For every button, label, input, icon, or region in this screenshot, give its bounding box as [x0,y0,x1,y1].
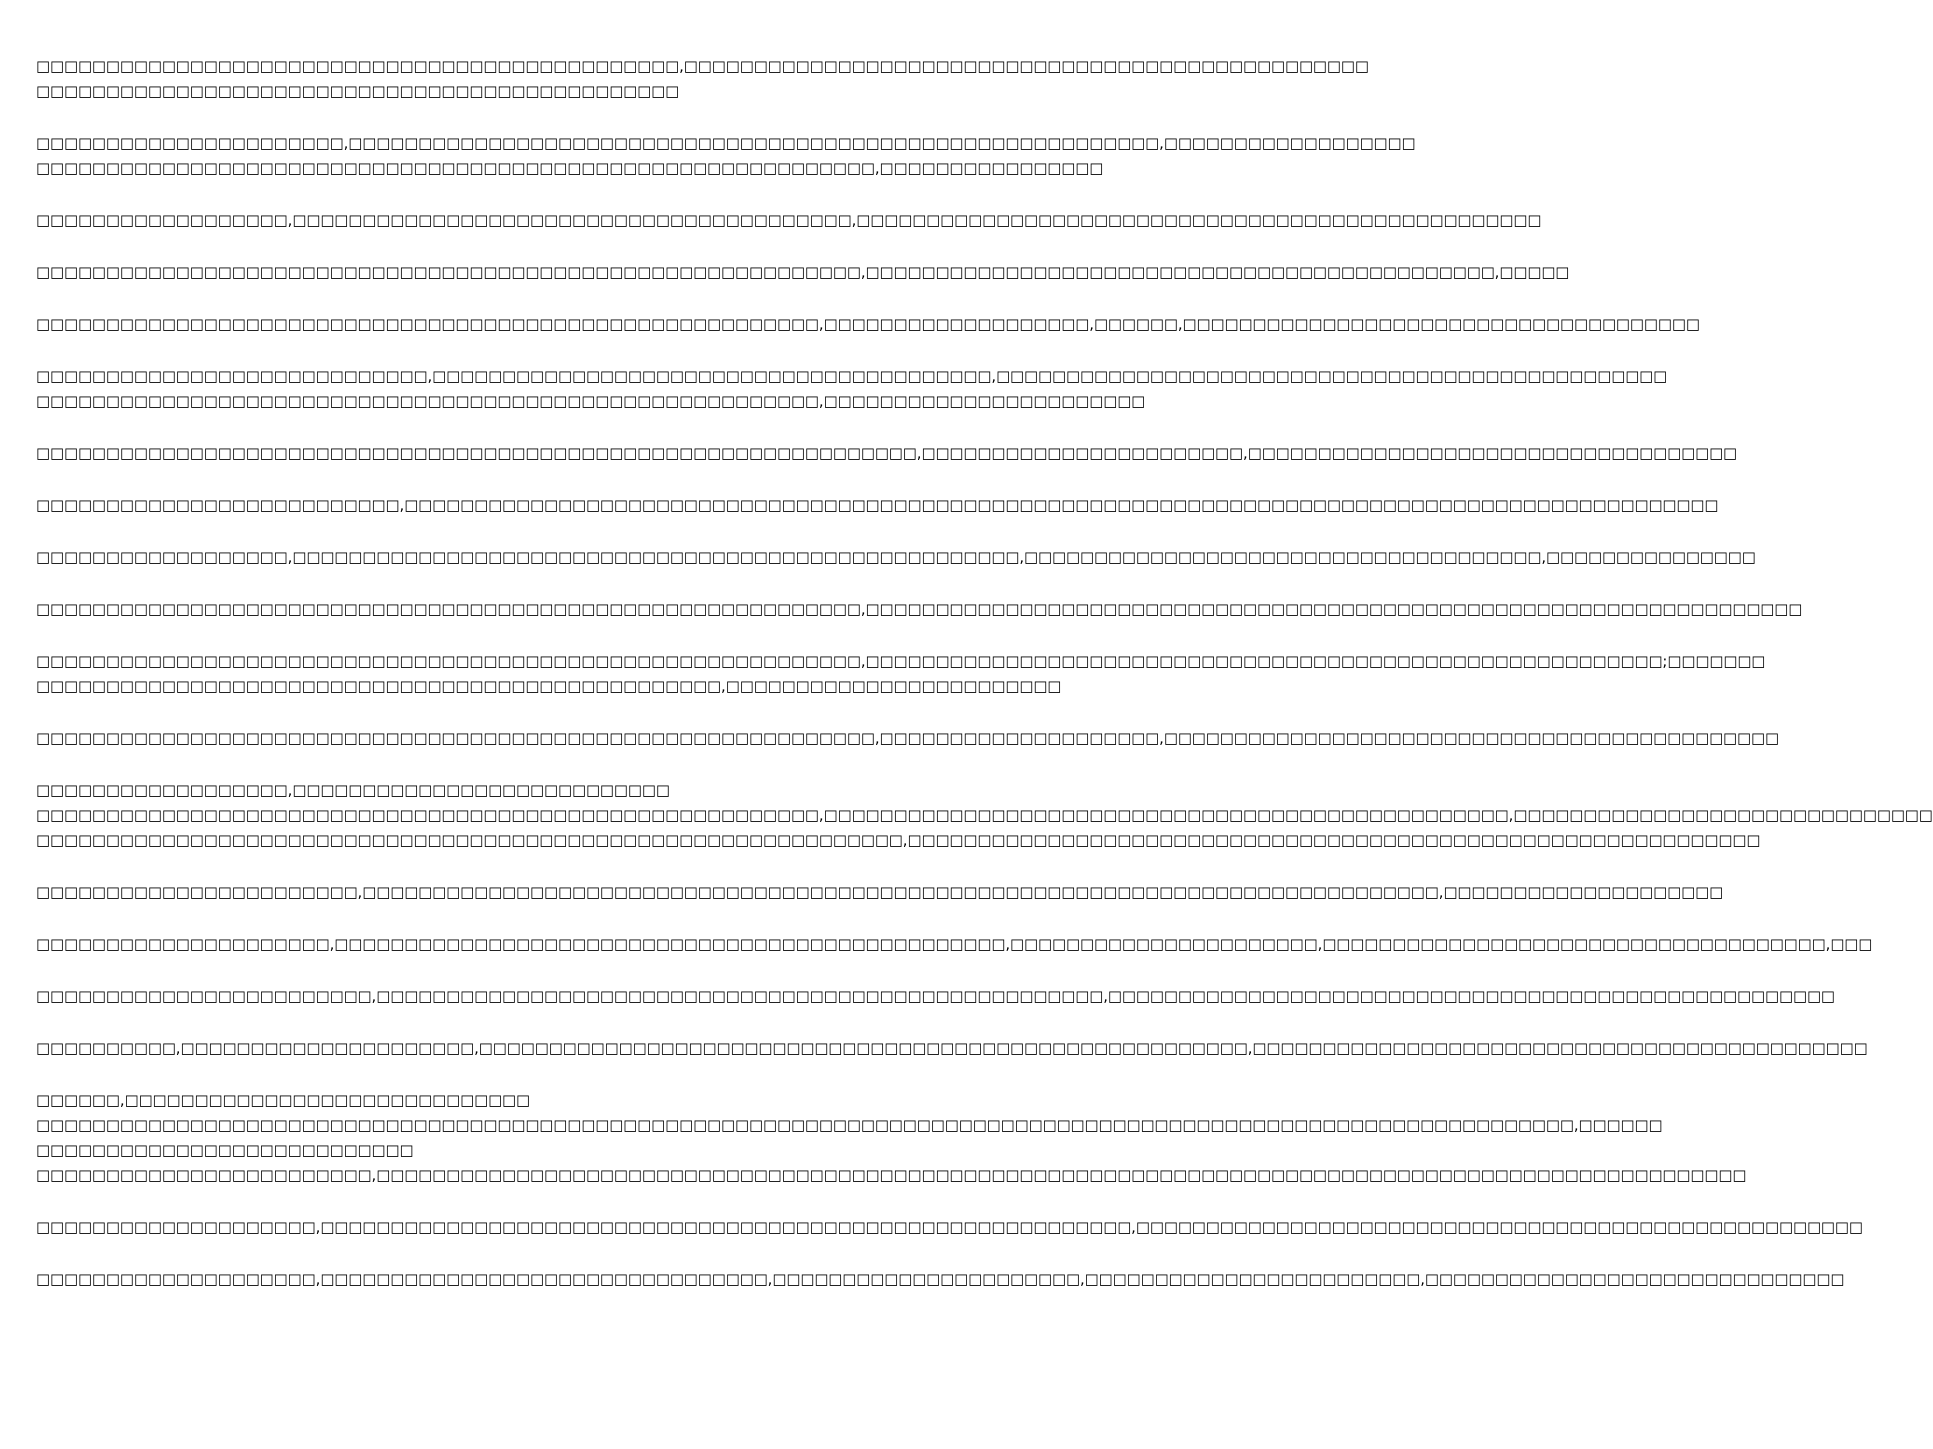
paragraph [36,208,1542,233]
paragraph [36,778,1933,828]
text-line: □□□□□□□□□□□□□□□□□□□□□□□□,□□□□□□□□□□□□□□□□□□□□□□□□□□□□□□□□□□□□□□□□□□□□□□□□□□□□□□□□□□□□□□□□□□□□□□□□□□□□□□□□□□□□□□□□□□□□□□□□□□ [36,1167,1747,1184]
text-line: □□□□□□□□□□□□□□□□□□□□□□□□□□□□□□□□□□□□□□□□□□□□□□□□□□□□□□□□□□□,□□□□□□□□□□□□□□□□□□□□□□□□□□□□□□□□□□□□□□□□□□□□□□□□□□□□□□□□□;□□□□□□□ [36,653,1766,670]
paragraph [36,726,1779,751]
text-line: □□□□□□□□□□,□□□□□□□□□□□□□□□□□□□□□,□□□□□□□□□□□□□□□□□□□□□□□□□□□□□□□□□□□□□□□□□□□□□□□□□□□□□□□,□□□□□□□□□□□□□□□□□□□□□□□□□□□□□□□□□□□□□□□□□□□□ [36,1040,1868,1057]
text-line: □□□□□□□□□□□□□□□□□□□□,□□□□□□□□□□□□□□□□□□□□□□□□□□□□□□□□□□□□□□□□□□□□□□□□□□□□□□□□□□,□□□□□□□□□□□□□□□□□□□□□□□□□□□□□□□□□□□□□□□□□□□□□□□□□□□□ [36,1219,1863,1236]
text-line: □□□□□□,□□□□□□□□□□□□□□□□□□□□□□□□□□□□□ [36,1092,531,1109]
text-line: □□□□□□□□□□□□□□□□□□□□□□□□□□□□□□□□□□□□□□□□□□□□□□□□□□□□□□□□□□□□,□□□□□□□□□□□□□□□□□□□□,□□□□□□□□□□□□□□□□□□□□□□□□□□□□□□□□□□□□□□□□□□□□ [36,730,1779,747]
paragraph [36,131,1416,181]
document-body [36,54,1933,1319]
text-line: □□□□□□□□□□□□□□□□□□□□□,□□□□□□□□□□□□□□□□□□□□□□□□□□□□□□□□□□□□□□□□□□□□□□□□,□□□□□□□□□□□□□□□□□□□□□□,□□□□□□□□□□□□□□□□□□□□□□□□□□□□□□□□□□□□,□□□ [36,936,1873,953]
text-line: □□□□□□□□□□□□□□□□□□□□□□□□□□□□□□□□□□□□□□□□□□□□□□□□□□□□□□□□,□□□□□□□□□□□□□□□□□□□□□□□ [36,393,1146,410]
text-line: □□□□□□□□□□□□□□□□□□,□□□□□□□□□□□□□□□□□□□□□□□□□□□ [36,782,670,799]
paragraph [36,493,1719,518]
paragraph [36,1163,1747,1188]
text-line: □□□□□□□□□□□□□□□□□□□□□□□□□□□□□□□□□□□□□□□□□□□□□□□□□□□□□□□□,□□□□□□□□□□□□□□□□□□□,□□□□□□,□□□□□□□□□□□□□□□□□□□□□□□□□□□□□□□□□□□□□ [36,316,1700,333]
text-line: □□□□□□□□□□□□□□□□□□□□□□□□□□□□,□□□□□□□□□□□□□□□□□□□□□□□□□□□□□□□□□□□□□□□□,□□□□□□□□□□□□□□□□□□□□□□□□□□□□□□□□□□□□□□□□□□□□□□□□ [36,368,1668,385]
paragraph [36,312,1700,337]
text-line: □□□□□□□□□□□□□□□□□□□□□□□□□□□ [36,1142,414,1159]
text-line: □□□□□□□□□□□□□□□□□□□□□□□□□□□□□□□□□□□□□□□□□□□□□□□□□□□□□□□□□□□,□□□□□□□□□□□□□□□□□□□□□□□□□□□□□□□□□□□□□□□□□□□□□,□□□□□ [36,264,1570,281]
text-line: □□□□□□□□□□□□□□□□□□,□□□□□□□□□□□□□□□□□□□□□□□□□□□□□□□□□□□□□□□□□□□□□□□□□□□□,□□□□□□□□□□□□□□□□□□□□□□□□□□□□□□□□□□□□□,□□□□□□□□□□□□□□□ [36,549,1756,566]
paragraph [36,1088,1663,1163]
text-line: □□□□□□□□□□□□□□□□□□□□□□□□□□□□□□□□□□□□□□□□□□□□□□□□□,□□□□□□□□□□□□□□□□□□□□□□□□ [36,678,1062,695]
text-line: □□□□□□□□□□□□□□□□□□□□□□□□□□□□□□□□□□□□□□□□□□□□□□□□□□□□□□□□□□□□□□□□□□□□□□□□□□□□□□□□□□□□□□□□□□□□□□□□□□□□□□□□□□□□□□,□□□□□□ [36,1117,1663,1134]
paragraph [36,1215,1863,1240]
text-line: □□□□□□□□□□□□□□□□□□□□□□□□,□□□□□□□□□□□□□□□□□□□□□□□□□□□□□□□□□□□□□□□□□□□□□□□□□□□□,□□□□□□□□□□□□□□□□□□□□□□□□□□□□□□□□□□□□□□□□□□□□□□□□□□□□ [36,988,1835,1005]
text-line: □□□□□□□□□□□□□□□□□□□□□□□□□□□□□□□□□□□□□□□□□□□□□□□□□□□□□□□□□□□,□□□□□□□□□□□□□□□□□□□□□□□□□□□□□□□□□□□□□□□□□□□□□□□□□□□□□□□□□□□□□□□□□□□ [36,601,1803,618]
paragraph [36,1036,1868,1061]
text-line: □□□□□□□□□□□□□□□□□□□□□□□□□□□□□□□□□□□□□□□□□□□□□□□□□□□□□□□□□□□□,□□□□□□□□□□□□□□□□ [36,160,1104,177]
paragraph [36,54,1369,104]
paragraph [36,984,1835,1009]
text-line: □□□□□□□□□□□□□□□□□□□□□□□□□□□□□□□□□□□□□□□□□□□□□□ [36,83,680,100]
paragraph [36,649,1766,699]
text-line: □□□□□□□□□□□□□□□□□□□□□□□□□□□□□□□□□□□□□□□□□□□□□□□□□□□□□□□□□□□□□□,□□□□□□□□□□□□□□□□□□□□□□□□□□□□□□□□□□□□□□□□□□□□□□□□□□□□□□□□□□□□□ [36,832,1761,849]
paragraph [36,364,1668,414]
text-line: □□□□□□□□□□□□□□□□□□□□,□□□□□□□□□□□□□□□□□□□□□□□□□□□□□□□□,□□□□□□□□□□□□□□□□□□□□□□,□□□□□□□□□□□□□□□□□□□□□□□□,□□□□□□□□□□□□□□□□□□□□□□□□□□□□□□ [36,1271,1845,1288]
text-line: □□□□□□□□□□□□□□□□□□□□□□□□□□□□□□□□□□□□□□□□□□□□□□□□□□□□□□□□,□□□□□□□□□□□□□□□□□□□□□□□□□□□□□□□□□□□□□□□□□□□□□□□□□,□□□□□□□□□□□□□□□□□□□□□□□□□□□□□□ [36,807,1933,824]
paragraph [36,545,1756,570]
text-line: □□□□□□□□□□□□□□□□□□□□□□□□□□□□□□□□□□□□□□□□□□□□□□,□□□□□□□□□□□□□□□□□□□□□□□□□□□□□□□□□□□□□□□□□□□□□□□□□ [36,58,1369,75]
paragraph [36,1267,1845,1292]
text-line: □□□□□□□□□□□□□□□□□□,□□□□□□□□□□□□□□□□□□□□□□□□□□□□□□□□□□□□□□□□,□□□□□□□□□□□□□□□□□□□□□□□□□□□□□□□□□□□□□□□□□□□□□□□□□ [36,212,1542,229]
paragraph [36,932,1873,957]
text-line: □□□□□□□□□□□□□□□□□□□□□□□□□□□□□□□□□□□□□□□□□□□□□□□□□□□□□□□□□□□□□□□,□□□□□□□□□□□□□□□□□□□□□□□,□□□□□□□□□□□□□□□□□□□□□□□□□□□□□□□□□□□ [36,445,1738,462]
paragraph [36,828,1761,853]
text-line: □□□□□□□□□□□□□□□□□□□□□□□,□□□□□□□□□□□□□□□□□□□□□□□□□□□□□□□□□□□□□□□□□□□□□□□□□□□□□□□□□□□□□□□□□□□□□□□□□□□□□,□□□□□□□□□□□□□□□□□□□□ [36,884,1724,901]
text-line: □□□□□□□□□□□□□□□□□□□□□□□□□□,□□□□□□□□□□□□□□□□□□□□□□□□□□□□□□□□□□□□□□□□□□□□□□□□□□□□□□□□□□□□□□□□□□□□□□□□□□□□□□□□□□□□□□□□□□□□□□ [36,497,1719,514]
paragraph [36,260,1570,285]
text-line: □□□□□□□□□□□□□□□□□□□□□□,□□□□□□□□□□□□□□□□□□□□□□□□□□□□□□□□□□□□□□□□□□□□□□□□□□□□□□□□□□,□□□□□□□□□□□□□□□□□□ [36,135,1416,152]
paragraph [36,441,1738,466]
paragraph [36,597,1803,622]
paragraph [36,880,1724,905]
